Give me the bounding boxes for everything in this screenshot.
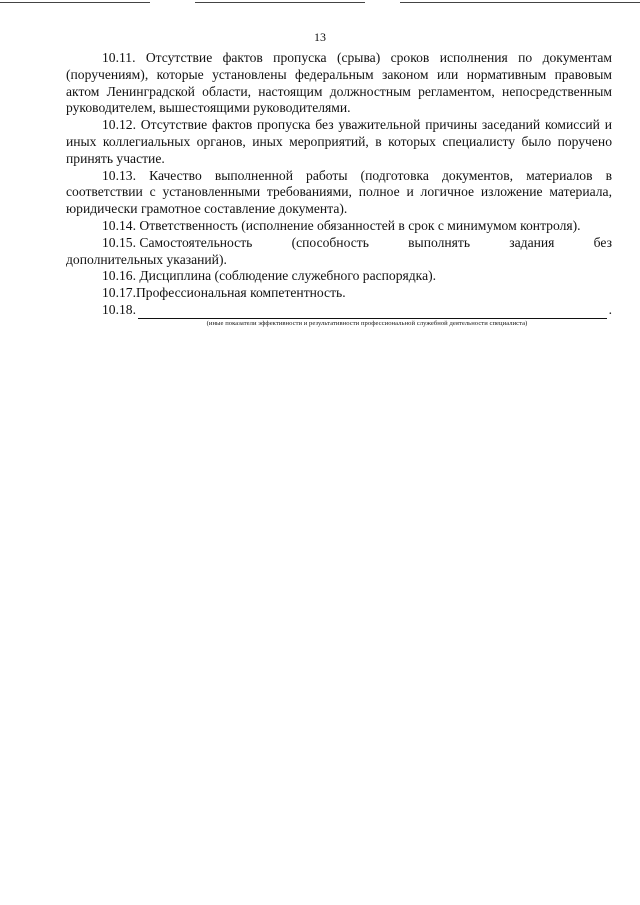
item-text: Профессиональная компетентность.	[135, 285, 346, 301]
blank-fill-line	[138, 307, 607, 319]
item-10-15	[66, 235, 612, 269]
item-text: Отсутствие фактов пропуска (срыва) сроков исполнения по документам (поручениям), которые установлены федеральным законом или нормативным правовым актом Ленинградской области, настоящим должностным регламентом, непосредственным руководителем, вышестоящими руководителями.	[66, 50, 612, 116]
scan-top-edge-mid	[195, 2, 365, 3]
item-10-12	[66, 117, 612, 167]
item-word: выполнять	[408, 234, 471, 250]
item-text: Ответственность (исполнение обязанностей в срок с минимумом контроля).	[139, 217, 581, 233]
item-number: 10.12.	[102, 117, 136, 133]
item-number: 10.14.	[102, 217, 136, 233]
item-10-16	[66, 268, 612, 285]
item-10-14	[66, 218, 612, 235]
item-word: без	[593, 234, 612, 250]
item-word: Самостоятельность	[139, 234, 253, 250]
item-number: 10.13.	[102, 167, 136, 183]
item-word: задания	[509, 234, 555, 250]
item-10-15-continuation: дополнительных указаний).	[66, 251, 227, 267]
item-10-11	[66, 50, 612, 117]
scan-top-edge-left	[0, 2, 150, 3]
scan-top-edge-right	[400, 2, 640, 3]
item-10-17	[66, 285, 612, 302]
item-10-13	[66, 168, 612, 218]
footnote-caption: (иные показатели эффективности и результативности профессиональной служебной деятельности специалиста)	[206, 319, 528, 327]
item-10-15-first-line	[66, 235, 612, 252]
item-number: 10.11.	[102, 50, 136, 65]
item-number: 10.18.	[102, 301, 136, 317]
item-text: Дисциплина (соблюдение служебного распорядка).	[139, 268, 437, 284]
item-text: Отсутствие фактов пропуска без уважительной причины заседаний комиссий и иных коллегиальных органов, иных мероприятий, в которых специалисту было поручено принять участие.	[66, 117, 612, 166]
item-word: (способность	[291, 234, 369, 250]
item-10-18	[66, 302, 612, 319]
item-text: Качество выполненной работы (подготовка документов, материалов в соответствии с установленными требованиями, полное и логичное изложение материала, юридически грамотное составление документа).	[66, 167, 612, 217]
item-end-mark: .	[608, 301, 612, 317]
item-number: 10.16.	[102, 268, 136, 284]
item-number: 10.15.	[102, 234, 136, 250]
item-number: 10.17.	[102, 285, 136, 301]
document-body	[66, 50, 612, 328]
page-number: 13	[314, 30, 326, 44]
